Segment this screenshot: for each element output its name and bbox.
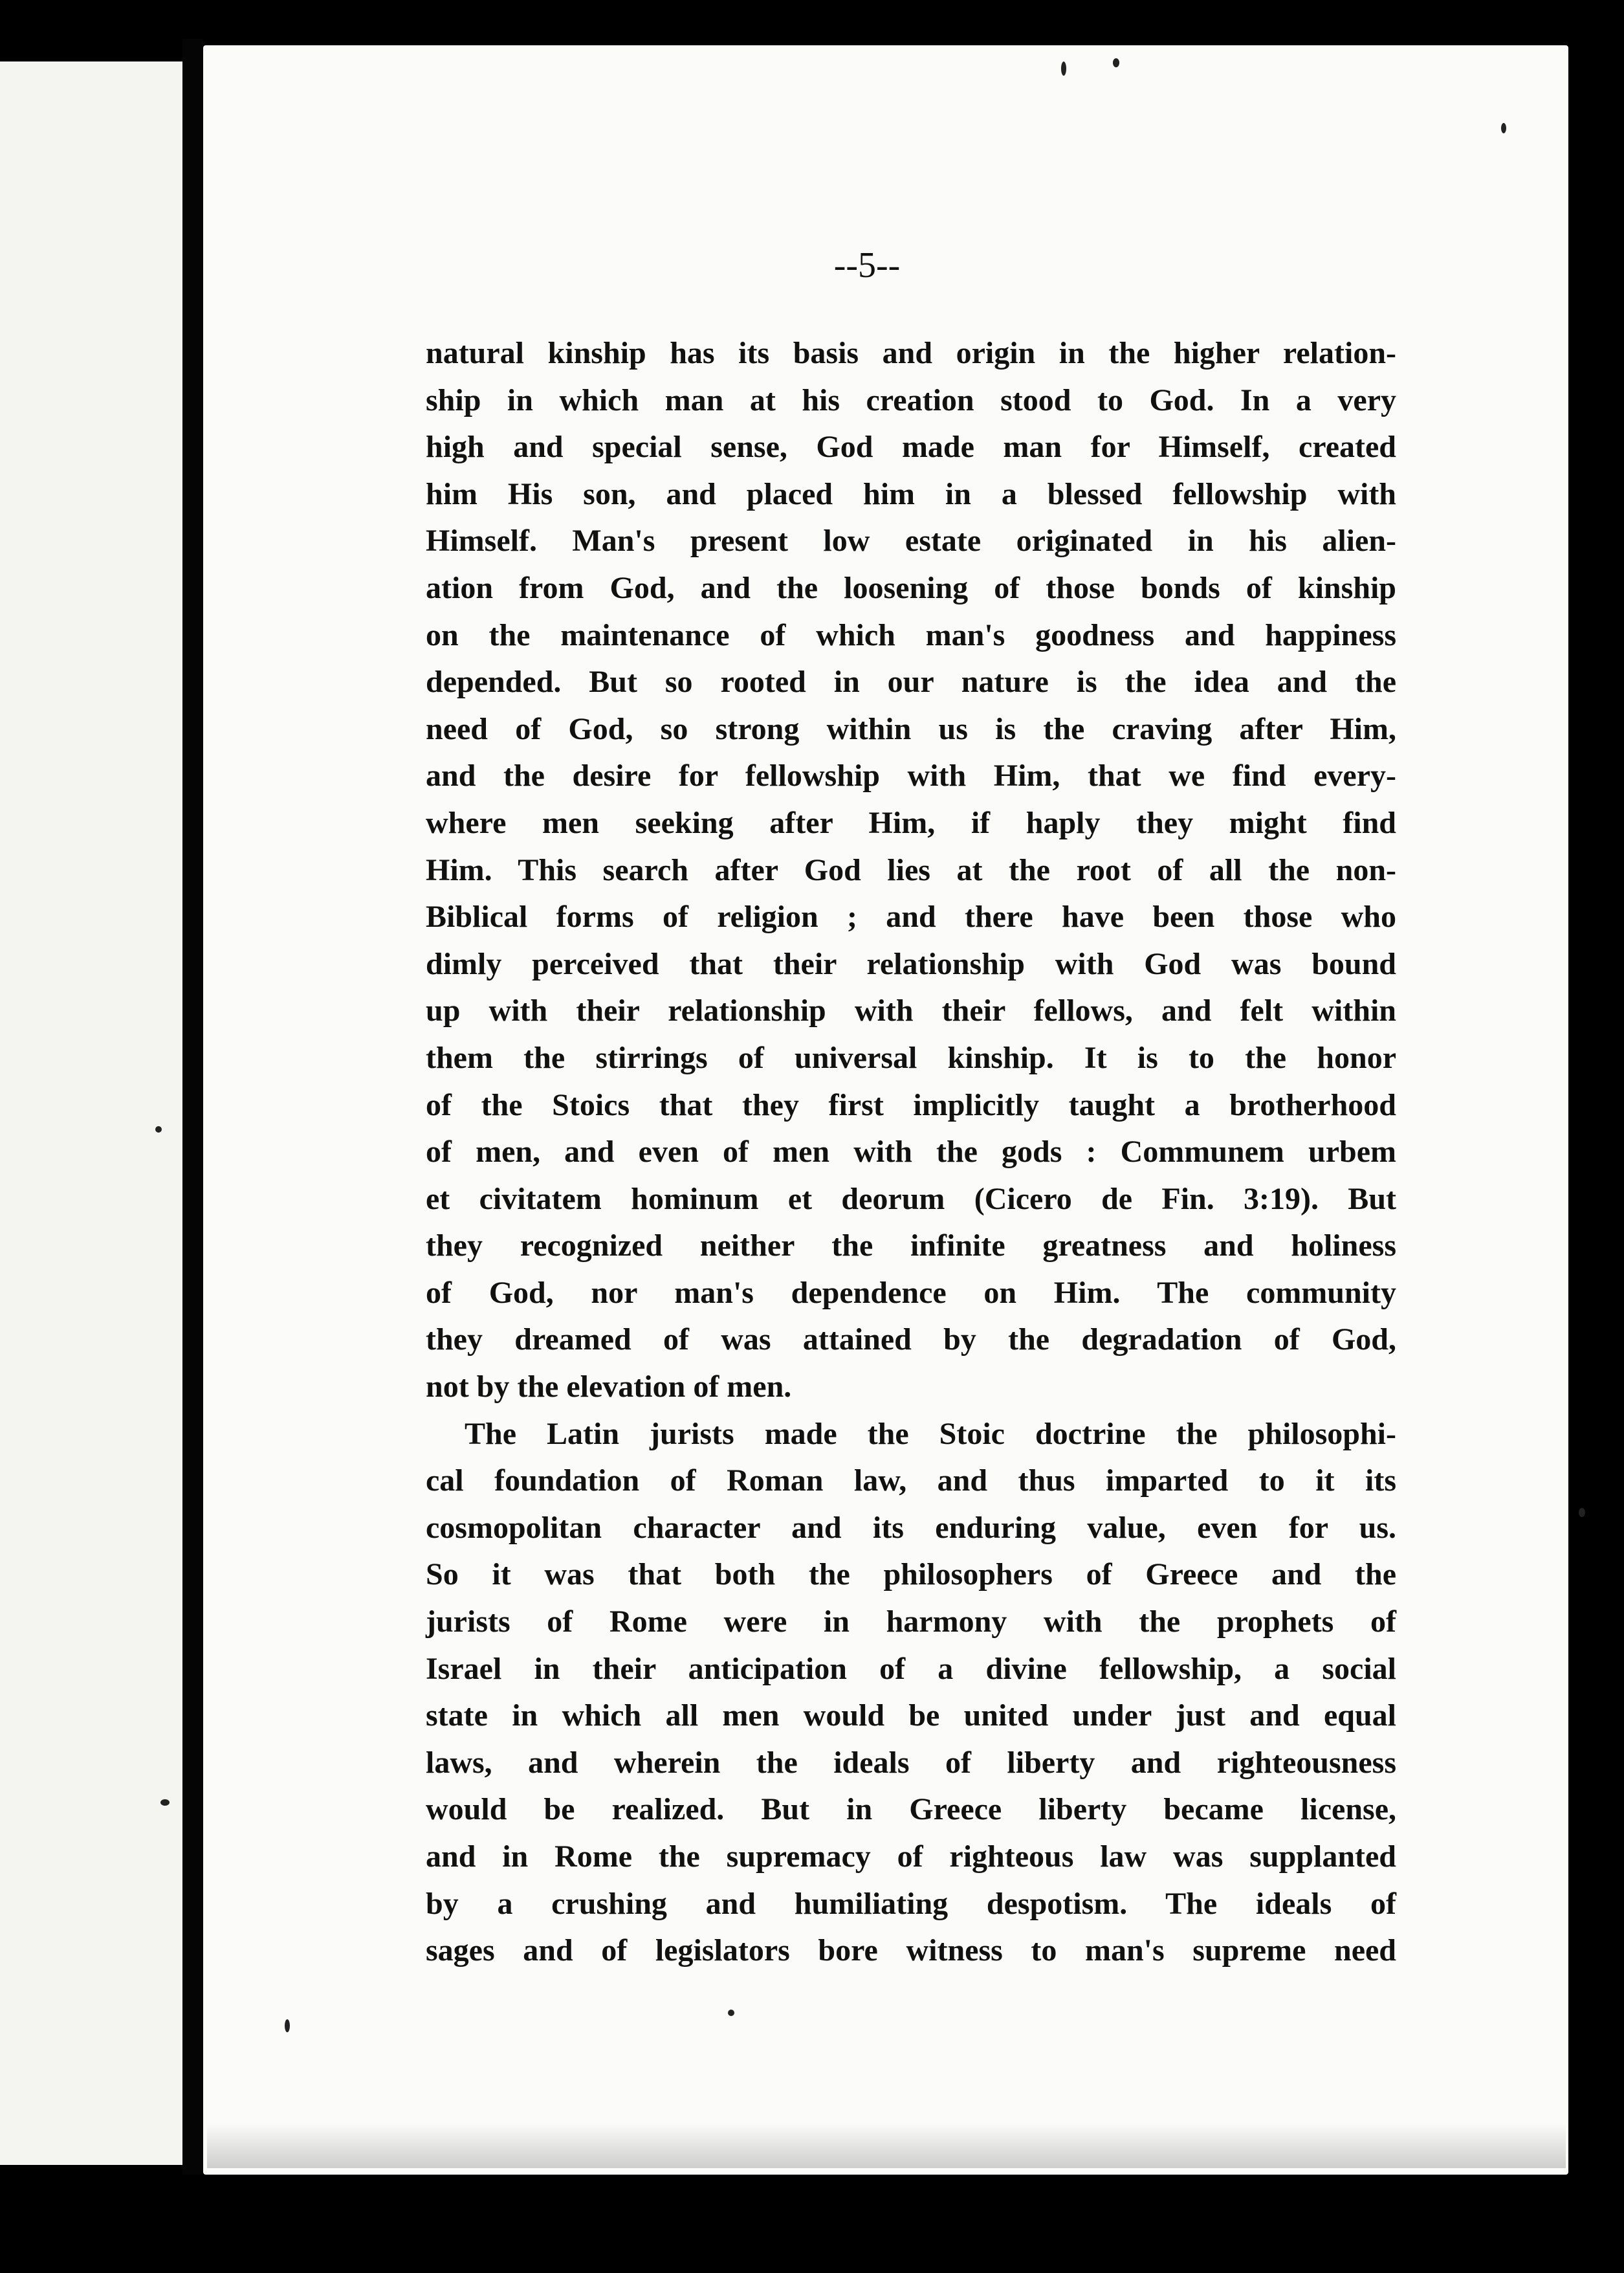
text-line: Israel in their anticipation of a divine fellowship, a social bbox=[426, 1651, 1396, 1686]
text-line: up with their relationship with their fellows, and felt within bbox=[426, 993, 1396, 1028]
scan-speck bbox=[155, 1126, 162, 1133]
text-line: state in which all men would be united under just and equal bbox=[426, 1698, 1396, 1733]
text-line: jurists of Rome were in harmony with the prophets of bbox=[426, 1604, 1396, 1639]
text-line: sages and of legislators bore witness to man's supreme need bbox=[426, 1933, 1396, 1968]
text-line: where men seeking after Him, if haply they might find bbox=[426, 805, 1396, 840]
text-line: them the stirrings of universal kinship. It is to the honor bbox=[426, 1040, 1396, 1075]
text-line: and the desire for fellowship with Him, that we find every- bbox=[426, 759, 1396, 793]
text-line: natural kinship has its basis and origin in the higher relation- bbox=[426, 336, 1396, 370]
scan-speck bbox=[1501, 123, 1506, 133]
text-line: need of God, so strong within us is the craving after Him, bbox=[426, 711, 1396, 746]
scan-speck bbox=[728, 2010, 734, 2016]
scan-speck bbox=[285, 2019, 290, 2032]
text-line: ation from God, and the loosening of those bonds of kinship bbox=[426, 570, 1396, 605]
body-text bbox=[426, 330, 1396, 1975]
text-line: cal foundation of Roman law, and thus imparted to it its bbox=[426, 1463, 1396, 1498]
text-line: Himself. Man's present low estate originated in his alien- bbox=[426, 524, 1396, 559]
page-number: --5-- bbox=[833, 245, 901, 285]
text-line: Biblical forms of religion ; and there have been those who bbox=[426, 900, 1396, 935]
text-line: The Latin jurists made the Stoic doctrine the philosophi- bbox=[465, 1416, 1396, 1451]
text-line: So it was that both the philosophers of Greece and the bbox=[426, 1557, 1396, 1592]
text-line: him His son, and placed him in a blessed fellowship with bbox=[426, 476, 1396, 511]
text-line: of the Stoics that they first implicitly taught a brotherhood bbox=[426, 1087, 1396, 1122]
scan-speck bbox=[1113, 58, 1119, 67]
text-line: of men, and even of men with the gods : Communem urbem bbox=[426, 1135, 1396, 1170]
text-line: Him. This search after God lies at the root of all the non- bbox=[426, 852, 1396, 887]
page-bottom-shadow bbox=[207, 2123, 1566, 2168]
text-line: on the maintenance of which man's goodness and happiness bbox=[426, 617, 1396, 652]
text-line: not by the elevation of men. bbox=[426, 1369, 792, 1404]
text-line: cosmopolitan character and its enduring value, even for us. bbox=[426, 1510, 1396, 1545]
text-line: of God, nor man's dependence on Him. The community bbox=[426, 1275, 1396, 1310]
scan-speck bbox=[1061, 61, 1066, 76]
text-line: et civitatem hominum et deorum (Cicero de Fin. 3:19). But bbox=[426, 1181, 1396, 1216]
text-line: they recognized neither the infinite greatness and holiness bbox=[426, 1228, 1396, 1263]
text-line: dimly perceived that their relationship with God was bound bbox=[426, 946, 1396, 981]
text-line: ship in which man at his creation stood to God. In a very bbox=[426, 383, 1396, 417]
text-line: they dreamed of was attained by the degradation of God, bbox=[426, 1322, 1396, 1357]
text-line: depended. But so rooted in our nature is the idea and the bbox=[426, 665, 1396, 700]
book-gutter bbox=[182, 39, 203, 2175]
text-line: by a crushing and humiliating despotism. The ideals of bbox=[426, 1886, 1396, 1921]
text-line: high and special sense, God made man for Himself, created bbox=[426, 430, 1396, 465]
scan-speck bbox=[1579, 1508, 1585, 1517]
scan-speck bbox=[160, 1799, 170, 1806]
text-line: and in Rome the supremacy of righteous law was supplanted bbox=[426, 1839, 1396, 1874]
text-line: would be realized. But in Greece liberty became license, bbox=[426, 1792, 1396, 1827]
text-line: laws, and wherein the ideals of liberty and righteousness bbox=[426, 1745, 1396, 1780]
left-page-edge bbox=[0, 61, 182, 2165]
